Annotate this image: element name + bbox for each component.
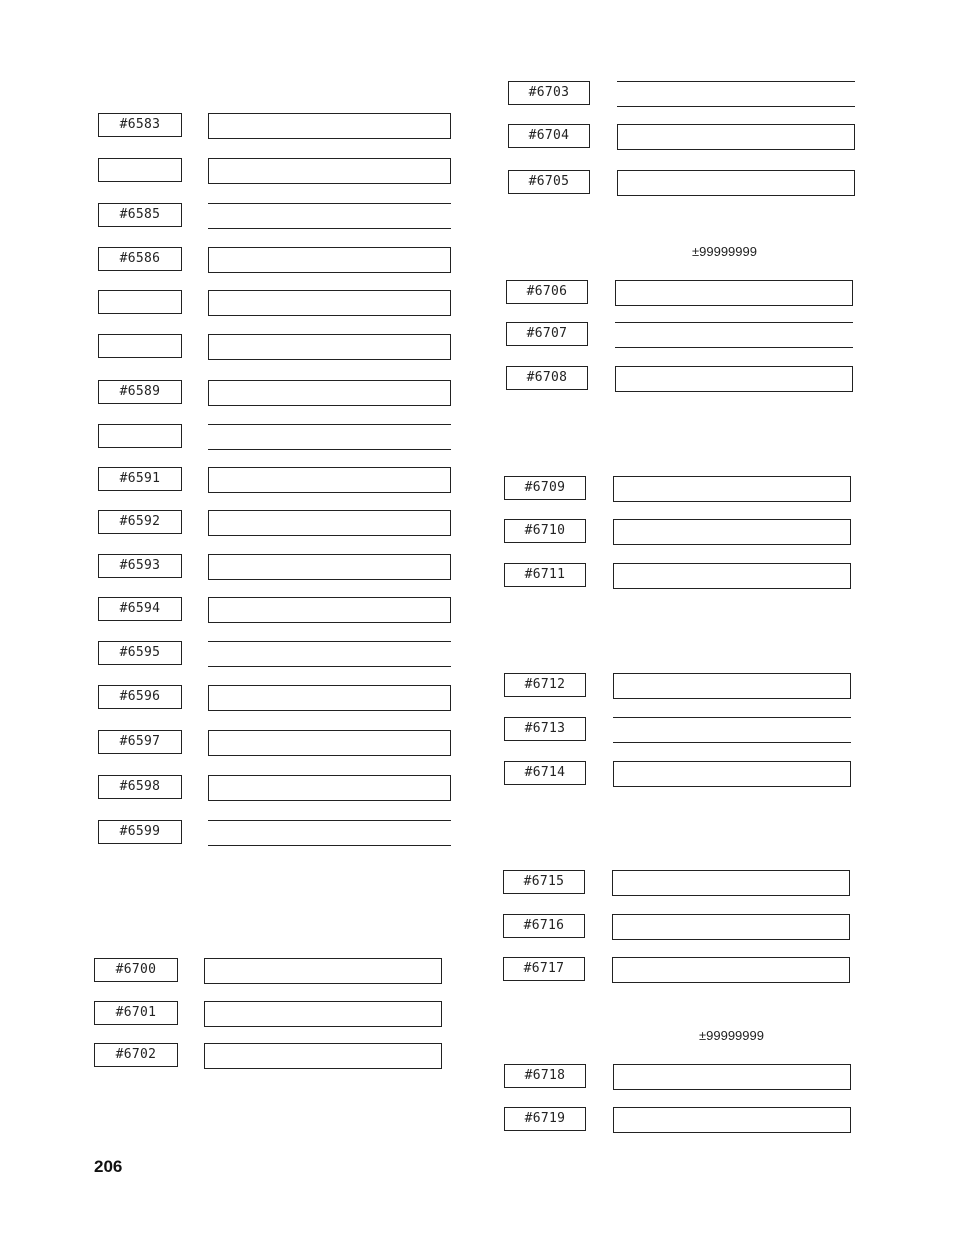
variable-row [98, 380, 451, 408]
variable-number-label: #6598 [98, 775, 182, 799]
variable-description-field [208, 158, 451, 184]
variable-description-field [613, 1107, 851, 1133]
variable-number-label: #6591 [98, 467, 182, 491]
variable-row [98, 113, 451, 141]
variable-description-field [208, 380, 451, 406]
variable-description-field [208, 203, 451, 229]
variable-number-label: #6597 [98, 730, 182, 754]
variable-description-field [615, 366, 853, 392]
variable-description-field [612, 957, 850, 983]
variable-row [98, 597, 451, 625]
variable-description-field [208, 820, 451, 846]
variable-description-field [204, 1001, 442, 1027]
variable-row [504, 717, 851, 745]
variable-number-label: #6595 [98, 641, 182, 665]
variable-row [94, 1043, 442, 1071]
variable-number-label: #6589 [98, 380, 182, 404]
variable-description-field [613, 563, 851, 589]
variable-description-field [208, 247, 451, 273]
variable-number-label: #6703 [508, 81, 590, 105]
variable-row [503, 914, 850, 942]
variable-number-label [98, 424, 182, 448]
variable-description-field [617, 81, 855, 107]
variable-description-field [615, 280, 853, 306]
variable-description-field [613, 673, 851, 699]
variable-number-label: #6713 [504, 717, 586, 741]
variable-description-field [208, 554, 451, 580]
variable-number-label: #6707 [506, 322, 588, 346]
variable-number-label: #6700 [94, 958, 178, 982]
variable-row [508, 81, 855, 109]
variable-description-field [612, 914, 850, 940]
variable-description-field [208, 334, 451, 360]
variable-description-field [208, 685, 451, 711]
variable-number-label: #6716 [503, 914, 585, 938]
variable-number-label: #6592 [98, 510, 182, 534]
variable-row [506, 366, 853, 394]
variable-number-label: #6711 [504, 563, 586, 587]
variable-description-field [613, 1064, 851, 1090]
variable-description-field [613, 717, 851, 743]
variable-description-field [208, 641, 451, 667]
variable-description-field [208, 775, 451, 801]
variable-row [98, 158, 451, 186]
variable-number-label: #6583 [98, 113, 182, 137]
variable-description-field [613, 761, 851, 787]
variable-description-field [613, 476, 851, 502]
variable-number-label: #6706 [506, 280, 588, 304]
variable-number-label: #6586 [98, 247, 182, 271]
variable-row [98, 775, 451, 803]
variable-row [98, 685, 451, 713]
variable-row [504, 563, 851, 591]
variable-description-field [204, 958, 442, 984]
variable-number-label: #6702 [94, 1043, 178, 1067]
variable-number-label [98, 290, 182, 314]
variable-row [98, 334, 451, 362]
variable-description-field [612, 870, 850, 896]
variable-number-label: #6594 [98, 597, 182, 621]
variable-row [98, 203, 451, 231]
variable-row [98, 730, 451, 758]
variable-number-label: #6705 [508, 170, 590, 194]
variable-number-label: #6585 [98, 203, 182, 227]
variable-row [98, 554, 451, 582]
variable-row [94, 958, 442, 986]
variable-description-field [615, 322, 853, 348]
variable-row [98, 510, 451, 538]
variable-number-label [98, 158, 182, 182]
variable-description-field [617, 124, 855, 150]
variable-description-field [204, 1043, 442, 1069]
variable-description-field [208, 510, 451, 536]
variable-number-label: #6701 [94, 1001, 178, 1025]
variable-number-label: #6717 [503, 957, 585, 981]
variable-row [98, 247, 451, 275]
variable-row [98, 467, 451, 495]
variable-number-label: #6709 [504, 476, 586, 500]
variable-description-field [617, 170, 855, 196]
variable-row [504, 761, 851, 789]
variable-description-field [208, 730, 451, 756]
variable-row [504, 1064, 851, 1092]
variable-number-label: #6712 [504, 673, 586, 697]
variable-description-field [208, 467, 451, 493]
variable-description-field [208, 290, 451, 316]
variable-row [504, 519, 851, 547]
variable-row [508, 170, 855, 198]
variable-number-label: #6715 [503, 870, 585, 894]
variable-row [503, 957, 850, 985]
variable-row [504, 1107, 851, 1135]
variable-description-field [613, 519, 851, 545]
variable-row [508, 124, 855, 152]
variable-number-label: #6596 [98, 685, 182, 709]
variable-number-label: #6708 [506, 366, 588, 390]
variable-number-label: #6599 [98, 820, 182, 844]
variable-row [506, 280, 853, 308]
variable-row [94, 1001, 442, 1029]
variable-description-field [208, 597, 451, 623]
page-number: 206 [94, 1157, 123, 1176]
variable-row [98, 424, 451, 452]
variable-row [98, 641, 451, 669]
range-label: ±99999999 [692, 244, 757, 259]
variable-row [504, 673, 851, 701]
variable-number-label: #6714 [504, 761, 586, 785]
variable-number-label: #6593 [98, 554, 182, 578]
variable-number-label: #6718 [504, 1064, 586, 1088]
variable-description-field [208, 424, 451, 450]
range-label: ±99999999 [699, 1028, 764, 1043]
variable-number-label: #6719 [504, 1107, 586, 1131]
variable-row [98, 820, 451, 848]
variable-description-field [208, 113, 451, 139]
variable-row [98, 290, 451, 318]
variable-row [504, 476, 851, 504]
variable-number-label [98, 334, 182, 358]
variable-number-label: #6704 [508, 124, 590, 148]
variable-row [503, 870, 850, 898]
variable-number-label: #6710 [504, 519, 586, 543]
variable-row [506, 322, 853, 350]
